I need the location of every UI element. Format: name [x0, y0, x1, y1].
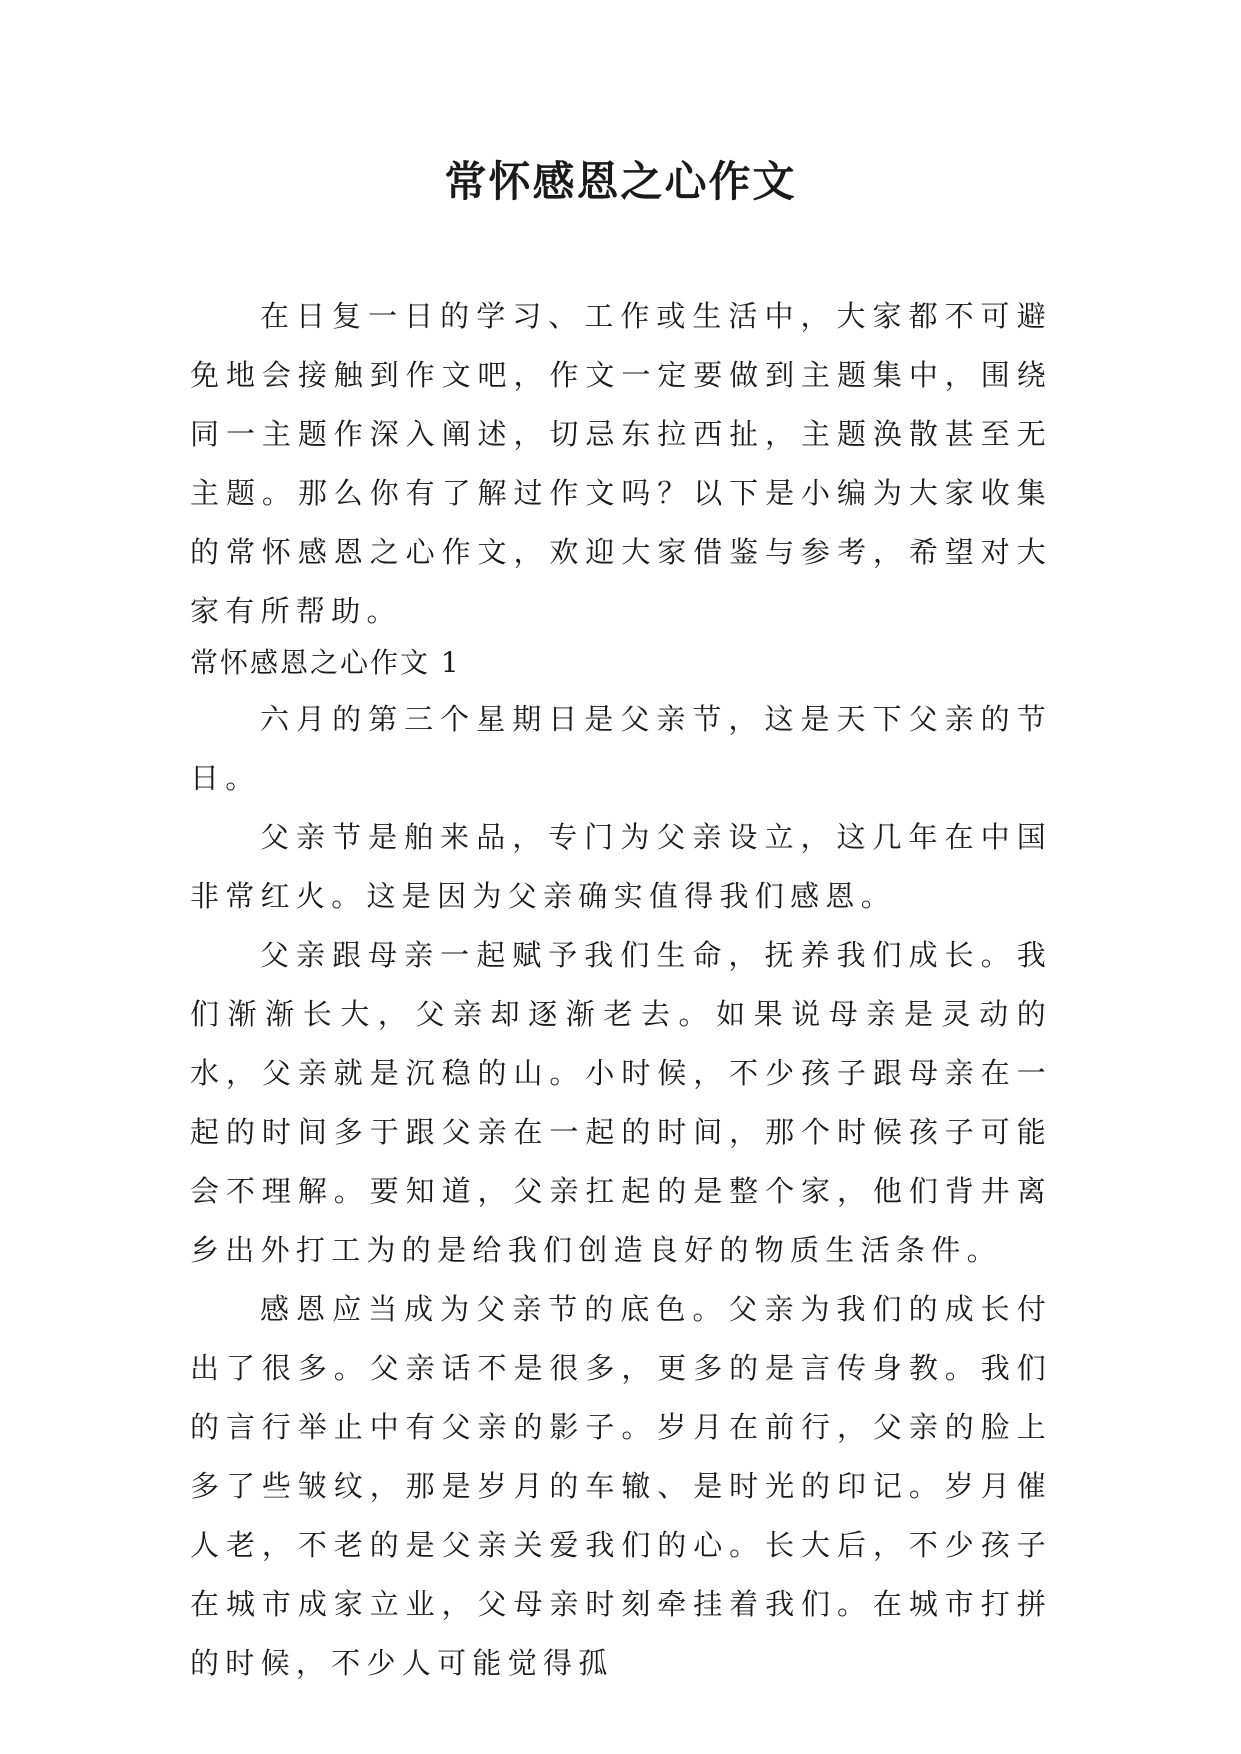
- article-paragraph-4: 感恩应当成为父亲节的底色。父亲为我们的成长付出了很多。父亲话不是很多，更多的是言传身教。我们的言行举止中有父亲的影子。岁月在前行，父亲的脸上多了些皱纹，那是岁月的车辙、是时光的印记。岁月催人老，不老的是父亲关爱我们的心。长大后，不少孩子在城市成家立业，父母亲时刻牵挂着我们。在城市打拼的时候，不少人可能觉得孤: [190, 1292, 1052, 1680]
- article-paragraph-3: 父亲跟母亲一起赋予我们生命，抚养我们成长。我们渐渐长大，父亲却逐渐老去。如果说母亲是灵动的水，父亲就是沉稳的山。小时候，不少孩子跟母亲在一起的时间多于跟父亲在一起的时间，那个时候孩子可能会不理解。要知道，父亲扛起的是整个家，他们背井离乡出外打工为的是给我们创造良好的物质生活条件。: [190, 938, 1052, 1267]
- intro-block: [190, 287, 1052, 641]
- page-title: 常怀感恩之心作文: [444, 157, 797, 206]
- article-body: [190, 690, 1052, 1693]
- section-heading: 常怀感恩之心作文 1: [190, 646, 461, 679]
- intro-paragraph: 在日复一日的学习、工作或生活中，大家都不可避免地会接触到作文吧，作文一定要做到主题集中，围绕同一主题作深入阐述，切忌东拉西扯，主题涣散甚至无主题。那么你有了解过作文吗？以下是小编为大家收集的常怀感恩之心作文，欢迎大家借鉴与参考，希望对大家有所帮助。: [190, 299, 1052, 628]
- article-paragraph-1: 六月的第三个星期日是父亲节，这是天下父亲的节日。: [190, 702, 1052, 795]
- article-paragraph-2: 父亲节是舶来品，专门为父亲设立，这几年在中国非常红火。这是因为父亲确实值得我们感恩。: [190, 820, 1052, 913]
